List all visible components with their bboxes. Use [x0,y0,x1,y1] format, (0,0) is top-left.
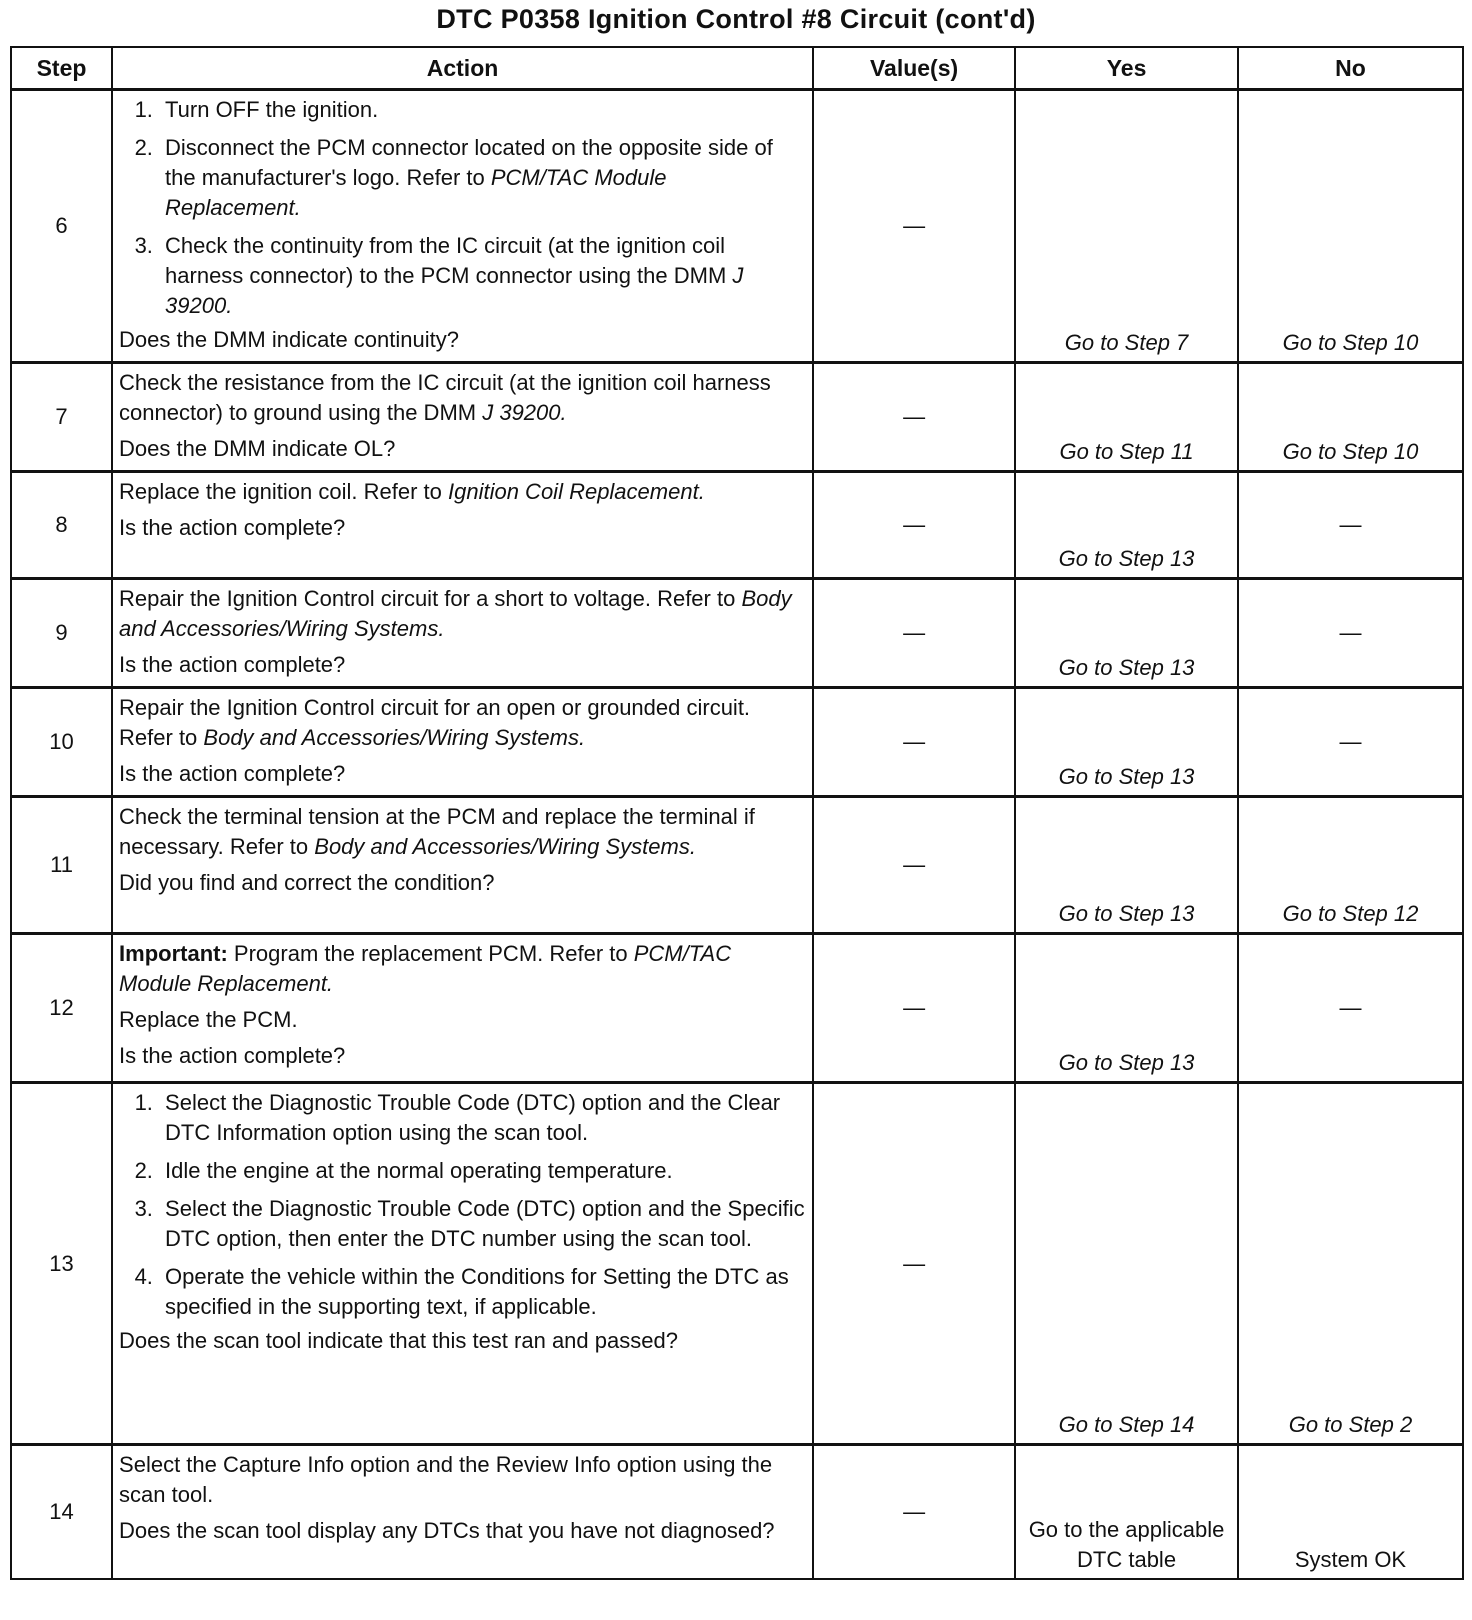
action-instruction: Select the Capture Info option and the Review Info option using the scan tool. [119,1452,773,1507]
no-cell: Go to Step 12 [1238,797,1463,934]
value-cell: — [813,1445,1015,1579]
header-values: Value(s) [813,47,1015,90]
action-step: 2. Disconnect the PCM connector located on the opposite side of the manufacturer's logo. Refer to PCM/TAC Module Replacement. [159,133,806,223]
action-question: Is the action complete? [119,1043,346,1068]
action-question: Is the action complete? [119,515,346,540]
action-question: Does the DMM indicate OL? [119,436,396,461]
header-step: Step [11,47,112,90]
action-cell [112,1083,813,1445]
header-yes: Yes [1015,47,1238,90]
table-row-step-7 [11,363,1463,472]
step-number: 8 [11,472,112,579]
yes-cell: Go to Step 13 [1015,688,1238,797]
action-question: Does the scan tool display any DTCs that you have not diagnosed? [119,1518,775,1543]
value-cell: — [813,90,1015,363]
tool-reference: J 39200. [482,400,567,425]
action-cell: Replace the ignition coil. Refer to Ignition Coil Replacement. Is the action complete? [112,472,813,579]
table-row-step-11 [11,797,1463,934]
action-instruction: Replace the PCM. [119,1007,298,1032]
diagnostic-table [10,46,1464,1580]
table-row-step-10 [11,688,1463,797]
no-cell: Go to Step 10 [1238,363,1463,472]
value-cell: — [813,797,1015,934]
action-question: Does the DMM indicate continuity? [119,327,459,352]
table-row-step-13 [11,1083,1463,1445]
action-step: 3. Select the Diagnostic Trouble Code (DTC) option and the Specific DTC option, then enter the DTC number using the scan tool. [159,1194,806,1254]
action-question: Did you find and correct the condition? [119,870,495,895]
action-cell [112,90,813,363]
value-cell: — [813,472,1015,579]
reference-link: Body and Accessories/Wiring Systems. [119,586,792,641]
no-cell: — [1238,934,1463,1083]
table-row-step-6 [11,90,1463,363]
no-cell: Go to Step 10 [1238,90,1463,363]
yes-cell: Go to Step 13 [1015,472,1238,579]
table-row-step-8 [11,472,1463,579]
step-number: 9 [11,579,112,688]
yes-cell: Go to Step 13 [1015,797,1238,934]
table-row-step-9 [11,579,1463,688]
action-cell: Repair the Ignition Control circuit for a short to voltage. Refer to Body and Accessories/Wiring Systems. Is the action complete? [112,579,813,688]
action-step: 2. Idle the engine at the normal operating temperature. [159,1156,806,1186]
value-cell: — [813,363,1015,472]
table-row-step-14 [11,1445,1463,1579]
reference-link: Ignition Coil Replacement. [448,479,705,504]
action-steps [119,1088,806,1322]
value-cell: — [813,688,1015,797]
action-cell: Important: Program the replacement PCM. Refer to PCM/TAC Module Replacement. Replace the PCM. Is the action complete? [112,934,813,1083]
value-cell: — [813,579,1015,688]
header-action: Action [112,47,813,90]
reference-link: Body and Accessories/Wiring Systems. [314,834,696,859]
page-title: DTC P0358 Ignition Control #8 Circuit (cont'd) [436,4,1036,34]
no-cell: System OK [1238,1445,1463,1579]
yes-cell: Go to Step 7 [1015,90,1238,363]
important-label: Important: [119,941,228,966]
table-row-step-12 [11,934,1463,1083]
action-cell: Repair the Ignition Control circuit for an open or grounded circuit. Refer to Body and Accessories/Wiring Systems. Is the action complete? [112,688,813,797]
step-number: 6 [11,90,112,363]
action-question: Is the action complete? [119,652,346,677]
step-number: 11 [11,797,112,934]
no-cell: — [1238,688,1463,797]
action-cell: Check the resistance from the IC circuit (at the ignition coil harness connector) to ground using the DMM J 39200. Does the DMM indicate OL? [112,363,813,472]
action-step: 4. Operate the vehicle within the Conditions for Setting the DTC as specified in the supporting text, if applicable. [159,1262,806,1322]
action-question: Does the scan tool indicate that this test ran and passed? [119,1328,678,1353]
header-no: No [1238,47,1463,90]
step-number: 12 [11,934,112,1083]
step-number: 14 [11,1445,112,1579]
yes-cell: Go to Step 13 [1015,934,1238,1083]
action-cell: Check the terminal tension at the PCM and replace the terminal if necessary. Refer to Body and Accessories/Wiring Systems. Did you find and correct the condition? [112,797,813,934]
no-cell: Go to Step 2 [1238,1083,1463,1445]
value-cell: — [813,1083,1015,1445]
reference-link: Body and Accessories/Wiring Systems. [203,725,586,750]
action-step: 1. Turn OFF the ignition. [159,95,806,125]
action-cell [112,1445,813,1579]
yes-cell: Go to Step 14 [1015,1083,1238,1445]
action-question: Is the action complete? [119,761,346,786]
tool-reference: J 39200. [165,263,744,318]
value-cell: — [813,934,1015,1083]
action-steps [119,95,806,321]
action-step: 3. Check the continuity from the IC circuit (at the ignition coil harness connector) to the PCM connector using the DMM J 39200. [159,231,806,321]
step-number: 7 [11,363,112,472]
yes-cell: Go to Step 13 [1015,579,1238,688]
action-step: 1. Select the Diagnostic Trouble Code (DTC) option and the Clear DTC Information option using the scan tool. [159,1088,806,1148]
yes-cell: Go to the applicable DTC table [1015,1445,1238,1579]
no-cell: — [1238,579,1463,688]
step-number: 13 [11,1083,112,1445]
yes-cell: Go to Step 11 [1015,363,1238,472]
step-number: 10 [11,688,112,797]
header-row [11,47,1463,90]
no-cell: — [1238,472,1463,579]
reference-link: PCM/TAC Module Replacement. [119,941,732,996]
reference-link: PCM/TAC Module Replacement. [165,165,667,220]
